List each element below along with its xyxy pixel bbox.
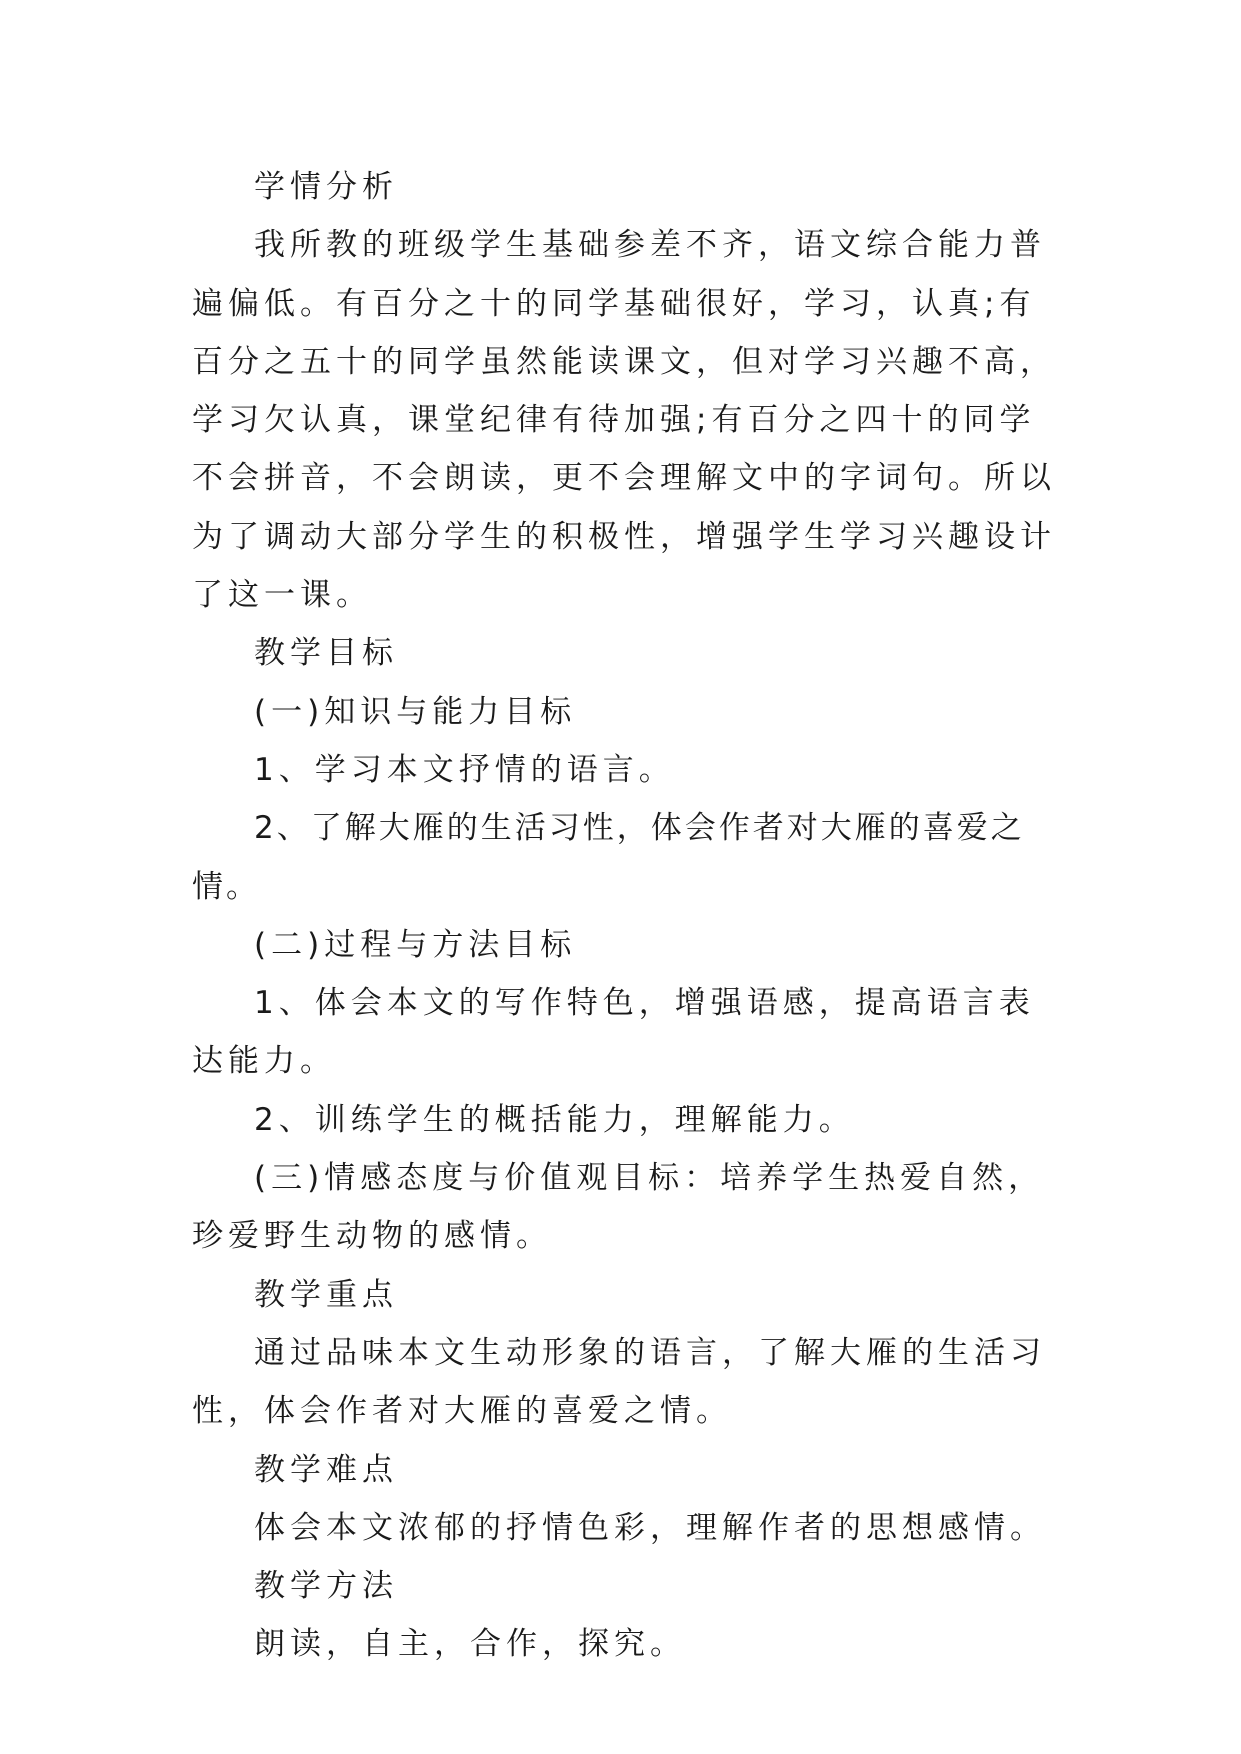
objective-2-item-1: 1、体会本文的写作特色，增强语感，提高语言表达能力。 bbox=[192, 985, 1035, 1080]
section-heading-methods: 教学方法 bbox=[254, 1568, 398, 1605]
objective-3-paragraph: (三)情感态度与价值观目标：培养学生热爱自然，珍爱野生动物的感情。 bbox=[192, 1160, 1045, 1255]
section-heading-objectives: 教学目标 bbox=[254, 635, 398, 672]
analysis-paragraph: 我所教的班级学生基础参差不齐，语文综合能力普遍偏低。有百分之十的同学基础很好，学习，认真;有百分之五十的同学虽然能读课文，但对学习兴趣不高，学习欠认真，课堂纪律有待加强;有百分之四十的同学不会拼音，不会朗读，更不会理解文中的字词句。所以为了调动大部分学生的积极性，增强学生学习兴趣设计了这一课。 bbox=[192, 227, 1056, 614]
document-body bbox=[192, 158, 1067, 1674]
objective-1-item-2: 2、了解大雁的生活习性，体会作者对大雁的喜爱之情。 bbox=[192, 810, 1025, 905]
objective-1-title: (一)知识与能力目标 bbox=[254, 693, 577, 730]
objective-1-item-1: 1、学习本文抒情的语言。 bbox=[254, 751, 675, 788]
section-heading-key-points: 教学重点 bbox=[254, 1276, 398, 1313]
difficulties-paragraph: 体会本文浓郁的抒情色彩，理解作者的思想感情。 bbox=[254, 1509, 1046, 1546]
section-heading-difficulties: 教学难点 bbox=[254, 1451, 398, 1488]
methods-paragraph: 朗读，自主，合作，探究。 bbox=[254, 1626, 686, 1663]
objective-2-title: (二)过程与方法目标 bbox=[254, 926, 577, 963]
objective-2-item-2: 2、训练学生的概括能力，理解能力。 bbox=[254, 1101, 855, 1138]
section-heading-analysis: 学情分析 bbox=[254, 169, 398, 205]
key-points-paragraph: 通过品味本文生动形象的语言，了解大雁的生活习性，体会作者对大雁的喜爱之情。 bbox=[192, 1334, 1046, 1430]
